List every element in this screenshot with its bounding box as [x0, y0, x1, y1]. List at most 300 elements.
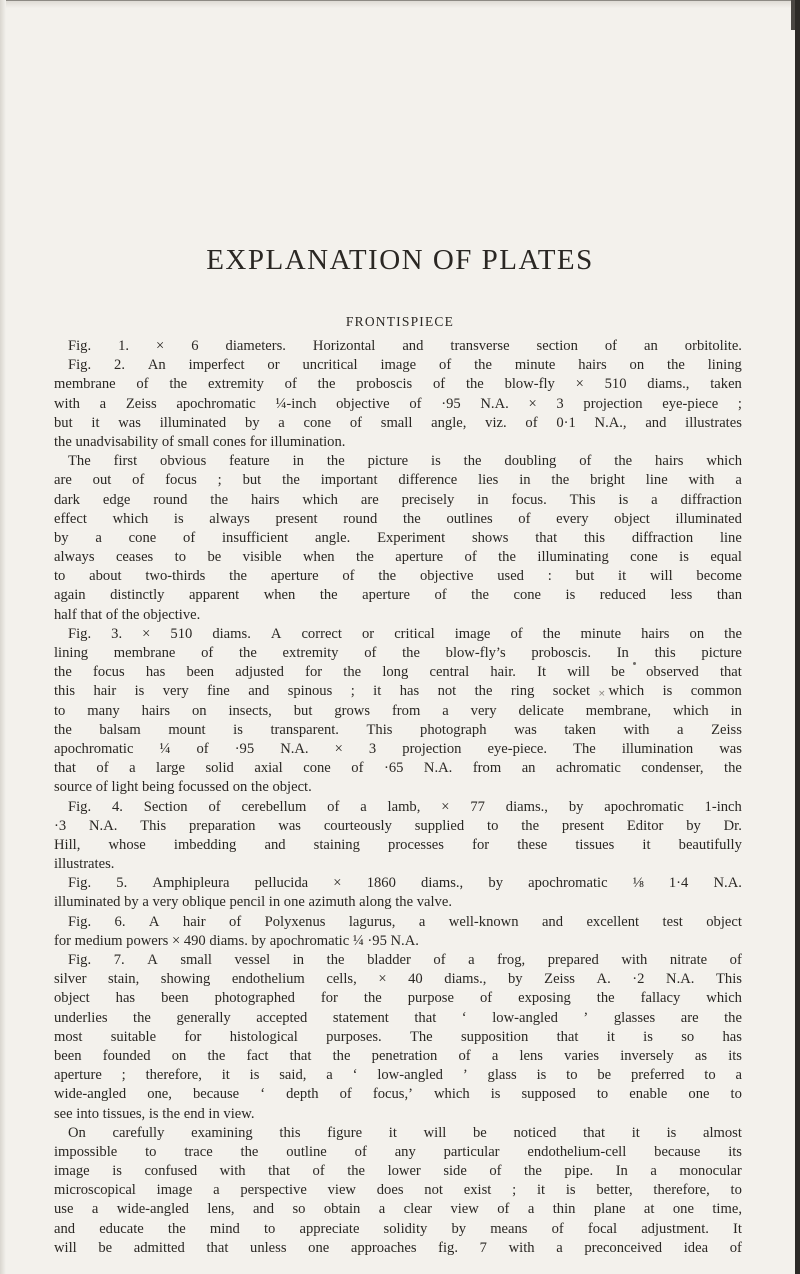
word: is: [490, 1086, 501, 1103]
text-line: [54, 491, 742, 510]
word: the: [167, 1220, 186, 1237]
word: always: [209, 510, 250, 527]
word: orbitolite.: [684, 338, 742, 354]
word: Fig.: [68, 625, 92, 642]
word: 3: [368, 740, 377, 757]
word: doubling: [504, 453, 557, 470]
word: 7: [479, 1239, 487, 1256]
word: :: [547, 568, 552, 585]
text-line: [54, 356, 742, 375]
word: the: [54, 721, 72, 738]
word: feature: [229, 453, 270, 470]
word: that: [719, 664, 742, 681]
word: the: [240, 1143, 259, 1160]
word: trace: [184, 1143, 213, 1160]
word: is: [173, 510, 184, 527]
word: taken: [564, 721, 596, 738]
word: clear: [403, 1201, 433, 1218]
word: focal: [587, 1220, 618, 1237]
word: the: [326, 952, 345, 968]
text-line: [54, 1220, 742, 1239]
word: This: [715, 971, 742, 988]
word: one: [308, 1239, 330, 1256]
word: Hill,: [54, 836, 81, 853]
word: silver: [54, 971, 87, 988]
word: ’: [462, 1067, 468, 1084]
word: illustrates: [685, 414, 742, 431]
word: focus,’: [372, 1086, 413, 1103]
word: the: [474, 357, 492, 374]
word: low-angled: [377, 1067, 443, 1084]
word: appreciate: [299, 1220, 360, 1237]
word: low-angled: [492, 1009, 558, 1026]
word: is: [618, 491, 629, 508]
word: a: [278, 414, 285, 431]
word: an: [521, 760, 536, 777]
word: ×: [528, 395, 537, 412]
text-line-content: see into tissues, is the end in view.: [54, 1105, 255, 1122]
word: apochromatic: [528, 875, 608, 892]
word: almost: [703, 1124, 742, 1141]
word: the: [229, 568, 247, 585]
word: 1.: [118, 338, 130, 354]
word: aperture: [54, 1067, 102, 1084]
word: In: [615, 1163, 628, 1180]
word: focus.: [511, 491, 547, 508]
word: for: [305, 664, 323, 681]
word: the: [724, 760, 742, 777]
word: to: [174, 549, 187, 566]
word: a: [95, 529, 102, 546]
word: focus: [93, 664, 125, 681]
word: with: [623, 721, 650, 738]
word: a: [360, 798, 367, 815]
word: view: [327, 1182, 356, 1199]
word: is: [565, 1182, 576, 1199]
word: very: [470, 702, 497, 719]
word: one: [688, 1086, 710, 1103]
word: that: [556, 1028, 579, 1045]
word: processes: [388, 836, 444, 853]
word: hairs: [251, 491, 280, 508]
word: the: [474, 683, 493, 700]
word: by: [686, 817, 701, 834]
word: picture: [701, 645, 742, 661]
word: obtain: [323, 1201, 361, 1218]
word: photograph: [420, 721, 487, 738]
word: endothelium: [231, 971, 305, 988]
word: impossible: [54, 1143, 118, 1160]
text-line: [54, 874, 742, 893]
word: not: [424, 1182, 443, 1199]
text-line: [54, 586, 742, 605]
word: are: [360, 491, 379, 508]
word: fallacy: [640, 990, 681, 1007]
word: Zeiss: [125, 395, 157, 412]
word: first: [113, 453, 138, 470]
word: axial: [254, 760, 283, 777]
word: that: [54, 760, 76, 777]
word: lagurus,: [348, 913, 396, 930]
word: of: [479, 990, 493, 1007]
word: of: [327, 798, 340, 815]
word: solid: [205, 760, 234, 777]
word: shows: [471, 529, 509, 546]
text-line: [54, 740, 742, 759]
word: when: [302, 549, 335, 566]
word: picture: [367, 453, 409, 470]
text-line: [54, 663, 742, 682]
word: proboscis: [356, 376, 413, 393]
word: present: [275, 510, 318, 527]
word: Fig.: [68, 798, 92, 815]
word: reduced: [599, 587, 646, 604]
word: An: [147, 357, 166, 374]
word: in: [292, 453, 304, 470]
word: a: [677, 721, 684, 738]
word: of: [349, 414, 363, 431]
word: ;: [512, 1182, 517, 1199]
word: On: [68, 1124, 86, 1141]
word: to: [54, 568, 66, 585]
word: The: [409, 1028, 433, 1045]
word: the: [524, 1163, 542, 1180]
word: a: [527, 1201, 535, 1218]
word: fact: [246, 1047, 269, 1064]
word: bladder: [367, 952, 411, 968]
text-line: [54, 1028, 742, 1047]
word: tissues: [575, 836, 615, 853]
text-line: [54, 759, 742, 778]
word: ;: [121, 1067, 126, 1084]
word: educate: [99, 1220, 144, 1237]
word: taken: [710, 376, 742, 393]
word: is: [662, 683, 673, 700]
word: a: [556, 1239, 563, 1256]
word: diffraction: [631, 529, 694, 546]
word: a: [129, 760, 136, 777]
word: been: [161, 990, 189, 1007]
word: solidity: [383, 1220, 428, 1237]
word: its: [728, 1143, 742, 1160]
word: the: [54, 664, 72, 681]
stray-tick: ×: [598, 689, 606, 699]
word: wide-angled: [116, 1201, 189, 1218]
word: 3: [556, 395, 564, 412]
word: small: [180, 952, 212, 968]
stray-dot: [633, 662, 636, 665]
text-line: [54, 836, 742, 855]
word: cerebellum: [241, 798, 307, 815]
word: was: [719, 740, 742, 757]
word: It: [537, 664, 547, 681]
word: is: [112, 1163, 122, 1180]
word: an: [644, 338, 658, 354]
word: has: [399, 683, 420, 700]
word: supposed: [521, 1086, 576, 1103]
word: N.A.,: [594, 414, 627, 431]
word: membrane: [113, 645, 176, 661]
text-line: [54, 644, 742, 663]
word: again: [54, 587, 86, 604]
word: will: [423, 1124, 447, 1141]
word: image: [54, 1163, 90, 1180]
word: critical: [394, 625, 435, 642]
word: very: [162, 683, 189, 700]
word: the: [463, 453, 482, 470]
word: fine: [207, 683, 230, 700]
word: generally: [176, 1009, 231, 1026]
word: a: [735, 472, 742, 489]
word: so: [292, 1201, 306, 1218]
word: because: [192, 1086, 240, 1103]
word: diams.,: [505, 798, 548, 815]
word: unless: [250, 1239, 287, 1256]
word: distinctly: [110, 587, 165, 604]
word: ×: [378, 971, 387, 988]
text-line: [54, 625, 742, 644]
text-line: [54, 989, 742, 1008]
word: of: [312, 1163, 325, 1180]
word: of: [132, 472, 145, 489]
word: but: [242, 472, 262, 489]
word: spinous: [287, 683, 333, 700]
word: ×: [575, 376, 584, 393]
word: on: [629, 357, 645, 374]
word: be: [597, 1067, 612, 1084]
word: was: [514, 721, 537, 738]
word: means: [490, 1220, 528, 1237]
word: beautifully: [678, 836, 742, 853]
text-line: [54, 893, 742, 912]
word: the: [282, 472, 300, 489]
word: Experiment: [377, 529, 446, 546]
text-line: [54, 721, 742, 740]
word: preparation: [189, 817, 256, 834]
word: is: [249, 1067, 260, 1084]
word: any: [394, 1143, 416, 1160]
word: purpose: [407, 990, 454, 1007]
word: was: [278, 817, 301, 834]
text-line: [54, 1143, 742, 1162]
word: N.A.: [666, 971, 695, 988]
word: A.: [596, 971, 611, 988]
text-line: [54, 1200, 742, 1219]
word: the: [596, 990, 615, 1007]
word: of: [458, 1047, 471, 1064]
word: minute: [514, 357, 556, 374]
word: viz.: [485, 414, 507, 431]
word: equal: [710, 549, 742, 566]
word: cone: [630, 549, 658, 566]
page-right-edge: [795, 0, 800, 1274]
word: by: [508, 971, 523, 988]
word: by: [54, 529, 69, 546]
word: adjustment.: [641, 1220, 709, 1237]
word: of: [489, 1163, 502, 1180]
word: which: [608, 683, 645, 700]
text-line: [54, 1239, 742, 1258]
word: the: [238, 645, 257, 661]
word: image: [156, 1182, 193, 1199]
word: aperture: [362, 587, 410, 604]
word: so: [681, 1028, 695, 1045]
word: imbedding: [173, 836, 237, 853]
word: the: [207, 1047, 226, 1064]
word: ‘: [260, 1086, 266, 1103]
page-top-edge: [0, 0, 800, 1]
word: of: [183, 529, 196, 546]
word: illuminated: [675, 510, 742, 527]
word: prepared: [547, 952, 599, 968]
word: 4.: [111, 798, 123, 815]
word: is: [233, 721, 243, 738]
word: diameters.: [225, 338, 286, 354]
word: diffraction: [680, 491, 742, 508]
word: therefore,: [653, 1182, 710, 1199]
word: most: [54, 1028, 83, 1045]
word: but: [293, 702, 313, 719]
text-line-content: half that of the objective.: [54, 606, 201, 623]
word: the: [724, 1009, 742, 1026]
text-line: [54, 798, 742, 817]
word: of: [551, 1220, 564, 1237]
text-line: [54, 567, 742, 586]
word: angle.: [315, 529, 351, 546]
word: preconceived: [584, 1239, 663, 1256]
word: said,: [279, 1067, 307, 1084]
word: a: [213, 1182, 220, 1199]
word: eye-piece.: [487, 740, 548, 757]
word: aperture: [395, 549, 444, 566]
word: of: [201, 645, 214, 661]
word: the: [498, 549, 516, 566]
word: be: [611, 664, 625, 681]
word: 77: [470, 798, 485, 815]
word: the: [347, 1163, 366, 1180]
word: ×: [333, 875, 342, 892]
word: of: [729, 1239, 742, 1256]
word: with: [508, 1239, 535, 1256]
text-line: [54, 452, 742, 471]
word: ×: [142, 625, 151, 642]
word: stain,: [108, 971, 140, 988]
word: hair: [182, 913, 206, 930]
word: will: [54, 1239, 77, 1256]
word: N.A.: [480, 395, 509, 412]
word: of: [510, 625, 523, 642]
word: lamb,: [387, 798, 421, 815]
word: this: [279, 1124, 301, 1141]
word: the: [326, 453, 345, 470]
word: the: [356, 549, 374, 566]
word: is: [565, 587, 576, 604]
word: it: [618, 568, 627, 585]
word: used: [497, 568, 524, 585]
word: and: [402, 338, 424, 354]
text-line: [54, 510, 742, 529]
word: object: [706, 913, 742, 930]
word: hairs: [141, 702, 171, 719]
text-line-content: illuminated by a very oblique pencil in one azimuth along the valve.: [54, 894, 452, 911]
word: as: [694, 1047, 708, 1064]
text-line: [54, 529, 742, 548]
word: observed: [646, 664, 699, 681]
word: that: [206, 1239, 229, 1256]
word: preferred: [630, 1067, 685, 1084]
word: the: [210, 491, 229, 508]
word: correct: [301, 625, 342, 642]
word: from: [391, 702, 421, 719]
word: endothelium-cell: [527, 1143, 627, 1160]
word: ‘: [352, 1067, 358, 1084]
word: ×: [156, 338, 165, 354]
word: a: [99, 395, 107, 412]
word: ceases: [115, 549, 154, 566]
word: Amphipleura: [152, 875, 230, 892]
text-line: [54, 817, 742, 836]
word: large: [156, 760, 185, 777]
word: histological: [229, 1028, 298, 1045]
text-line: [54, 433, 742, 452]
word: cells,: [326, 971, 357, 988]
word: 1·4: [668, 875, 689, 892]
word: fig.: [438, 1239, 459, 1256]
word: always: [54, 549, 95, 566]
word: courteously: [323, 817, 392, 834]
word: on: [689, 625, 705, 642]
word: a: [491, 1047, 499, 1064]
text-line: [54, 471, 742, 490]
word: ;: [350, 683, 355, 700]
word: A: [148, 913, 160, 930]
page-title: EXPLANATION OF PLATES: [206, 244, 594, 276]
word: insects,: [228, 702, 272, 719]
text-line: [54, 606, 742, 625]
word: diams.,: [421, 875, 464, 892]
word: of: [439, 357, 452, 374]
word: the: [332, 1047, 351, 1064]
word: The: [68, 453, 91, 470]
word: enable: [629, 1086, 668, 1103]
word: ·2: [632, 971, 645, 988]
word: on: [171, 1047, 187, 1064]
text-line: [54, 395, 742, 414]
word: mount: [168, 721, 206, 738]
word: many: [87, 702, 120, 719]
word: the: [363, 990, 382, 1007]
word: 510: [170, 625, 193, 642]
word: ring: [510, 683, 535, 700]
word: to: [145, 1143, 157, 1160]
word: objective: [419, 568, 474, 585]
word: lining: [54, 645, 89, 661]
word: it: [606, 1028, 615, 1045]
word: than: [716, 587, 742, 604]
word: 3.: [111, 625, 123, 642]
word: lower: [387, 1163, 421, 1180]
word: penetration: [371, 1047, 438, 1064]
word: which: [434, 1086, 470, 1103]
word: the: [614, 453, 633, 470]
word: Section: [143, 798, 188, 815]
word: the: [343, 664, 362, 681]
word: the: [133, 1009, 151, 1026]
word: that: [535, 529, 558, 546]
word: object: [614, 510, 650, 527]
word: proboscis.: [531, 645, 591, 661]
word: lining: [707, 357, 742, 374]
